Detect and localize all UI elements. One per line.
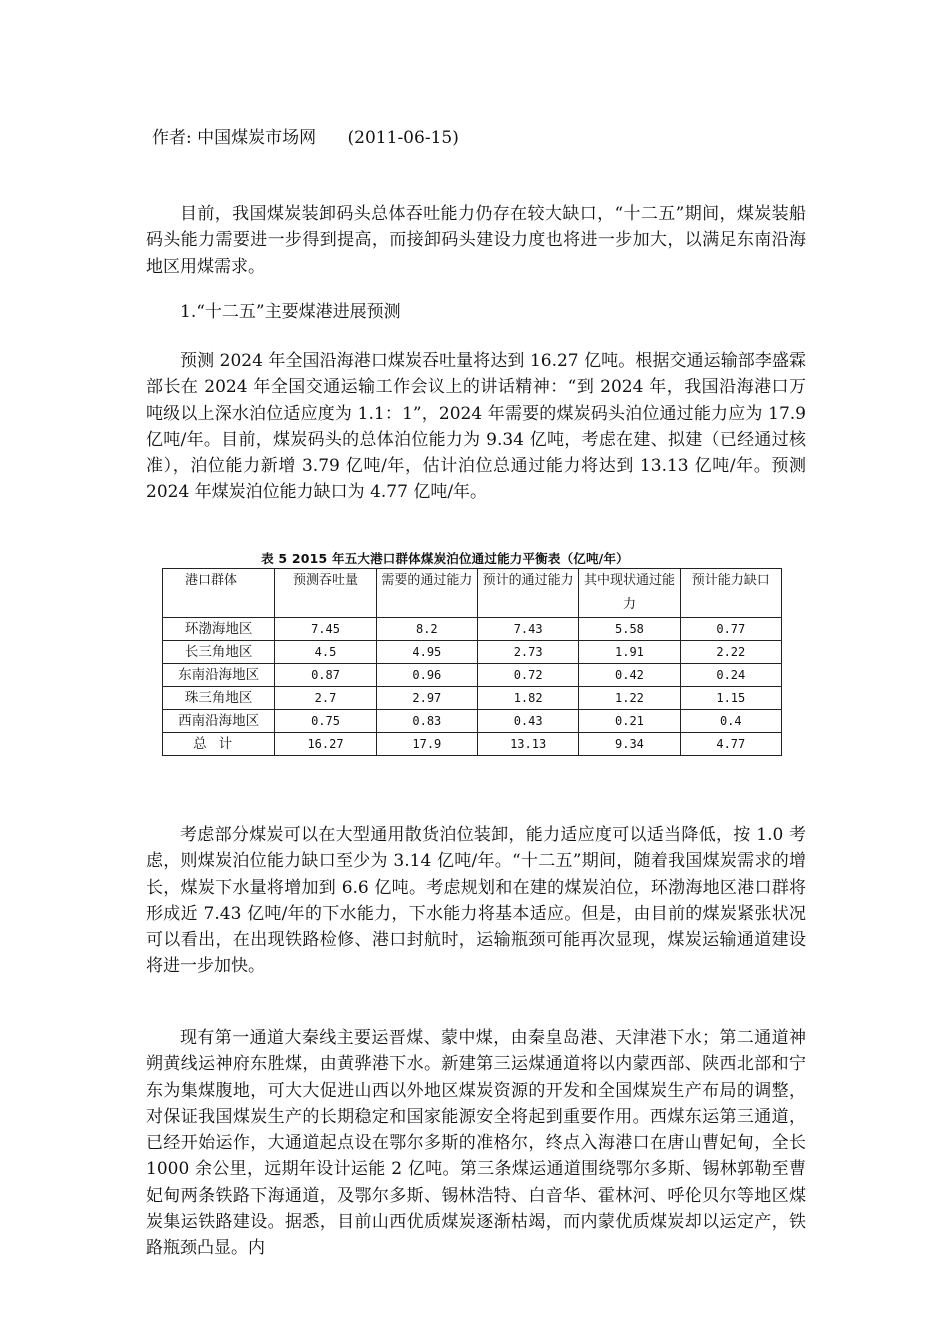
table-row <box>163 618 782 641</box>
cell-value: 1.91 <box>579 641 680 664</box>
table-caption: 表 5 2015 年五大港口群体煤炭泊位通过能力平衡表（亿吨/年） <box>261 551 629 566</box>
cell-value: 9.34 <box>579 733 680 756</box>
cell-value: 0.96 <box>376 664 477 687</box>
cell-region: 环渤海地区 <box>163 618 275 641</box>
cell-value: 1.22 <box>579 687 680 710</box>
cell-value: 17.9 <box>376 733 477 756</box>
header-current-capacity: 其中现状通过能力 <box>579 569 680 618</box>
cell-value: 2.97 <box>376 687 477 710</box>
cell-value: 0.77 <box>680 618 781 641</box>
cell-region: 东南沿海地区 <box>163 664 275 687</box>
cell-value: 1.82 <box>477 687 578 710</box>
cell-value: 0.87 <box>275 664 376 687</box>
header-forecast-throughput: 预测吞吐量 <box>275 569 376 618</box>
cell-value: 0.75 <box>275 710 376 733</box>
cell-region: 长三角地区 <box>163 641 275 664</box>
header-expected-capacity: 预计的通过能力 <box>477 569 578 618</box>
header-capacity-gap: 预计能力缺口 <box>680 569 781 618</box>
cell-value: 0.4 <box>680 710 781 733</box>
forecast-paragraph: 预测 2024 年全国沿海港口煤炭吞吐量将达到 16.27 亿吨。根据交通运输部李盛霖部长在 2024 年全国交通运输工作会议上的讲话精神：“到 2024 年，我国沿海港口万吨级以上深水泊位适应度为 1.1：1”，2024 年需要的煤炭码头泊位通过能力应为 17.9 亿吨/年。目前，煤炭码头的总体泊位能力为 9.34 亿吨，考虑在建、拟建（已经通过核准），泊位能力新增 3.79 亿吨/年，估计泊位总通过能力将达到 13.13 亿吨/年。预测 2024 年煤炭泊位能力缺口为 4.77 亿吨/年。 <box>146 351 806 503</box>
byline <box>152 126 459 150</box>
table-row <box>163 687 782 710</box>
cell-value: 0.21 <box>579 710 680 733</box>
table-row <box>163 641 782 664</box>
table-header-row <box>163 569 782 618</box>
cell-total-label: 总计 <box>163 733 275 756</box>
cell-value: 2.22 <box>680 641 781 664</box>
cell-value: 0.83 <box>376 710 477 733</box>
cell-value: 13.13 <box>477 733 578 756</box>
cell-value: 7.43 <box>477 618 578 641</box>
cell-value: 4.95 <box>376 641 477 664</box>
cell-value: 0.24 <box>680 664 781 687</box>
analysis-paragraph: 考虑部分煤炭可以在大型通用散货泊位装卸，能力适应度可以适当降低，按 1.0 考虑，则煤炭泊位能力缺口至少为 3.14 亿吨/年。“十二五”期间，随着我国煤炭需求的增长，煤炭下水量将增加到 6.6 亿吨。考虑规划和在建的煤炭泊位，环渤海地区港口群将形成近 7.43 亿吨/年的下水能力，下水能力将基本适应。但是，由目前的煤炭紧张状况可以看出，在出现铁路检修、港口封航时，运输瓶颈可能再次显现，煤炭运输通道建设将进一步加快。 <box>146 825 806 977</box>
cell-region: 珠三角地区 <box>163 687 275 710</box>
cell-value: 0.72 <box>477 664 578 687</box>
author-name: 作者: 中国煤炭市场网 <box>152 128 317 148</box>
cell-value: 16.27 <box>275 733 376 756</box>
table-row <box>163 664 782 687</box>
channels-paragraph: 现有第一通道大秦线主要运晋煤、蒙中煤，由秦皇岛港、天津港下水；第二通道神朔黄线运神府东胜煤，由黄骅港下水。新建第三运煤通道将以内蒙西部、陕西北部和宁东为集煤腹地，可大大促进山西以外地区煤炭资源的开发和全国煤炭生产布局的调整，对保证我国煤炭生产的长期稳定和国家能源安全将起到重要作用。西煤东运第三通道，已经开始运作，大通道起点设在鄂尔多斯的准格尔，终点入海港口在唐山曹妃甸，全长 1000 余公里，远期年设计运能 2 亿吨。第三条煤运通道围绕鄂尔多斯、锡林郭勒至曹妃甸两条铁路下海通道，及鄂尔多斯、锡林浩特、白音华、霍林河、呼伦贝尔等地区煤炭集运铁路建设。据悉，目前山西优质煤炭逐渐枯竭，而内蒙优质煤炭却以运定产，铁路瓶颈凸显。内 <box>146 1028 806 1259</box>
port-capacity-table <box>162 568 782 756</box>
intro-paragraph: 目前，我国煤炭装卸码头总体吞吐能力仍存在较大缺口，“十二五”期间，煤炭装船码头能力需要进一步得到提高，而接卸码头建设力度也将进一步加大，以满足东南沿海地区用煤需求。 <box>146 204 806 277</box>
header-required-capacity: 需要的通过能力 <box>376 569 477 618</box>
header-port-group: 港口群体 <box>163 569 275 618</box>
cell-region: 西南沿海地区 <box>163 710 275 733</box>
cell-value: 0.43 <box>477 710 578 733</box>
cell-value: 8.2 <box>376 618 477 641</box>
cell-value: 2.73 <box>477 641 578 664</box>
section-heading: 1.“十二五”主要煤港进展预测 <box>180 302 401 322</box>
cell-value: 4.77 <box>680 733 781 756</box>
cell-value: 1.15 <box>680 687 781 710</box>
cell-value: 0.42 <box>579 664 680 687</box>
cell-value: 7.45 <box>275 618 376 641</box>
cell-value: 2.7 <box>275 687 376 710</box>
table-total-row <box>163 733 782 756</box>
table-row <box>163 710 782 733</box>
publish-date: (2011-06-15) <box>347 128 459 148</box>
cell-value: 4.5 <box>275 641 376 664</box>
cell-value: 5.58 <box>579 618 680 641</box>
